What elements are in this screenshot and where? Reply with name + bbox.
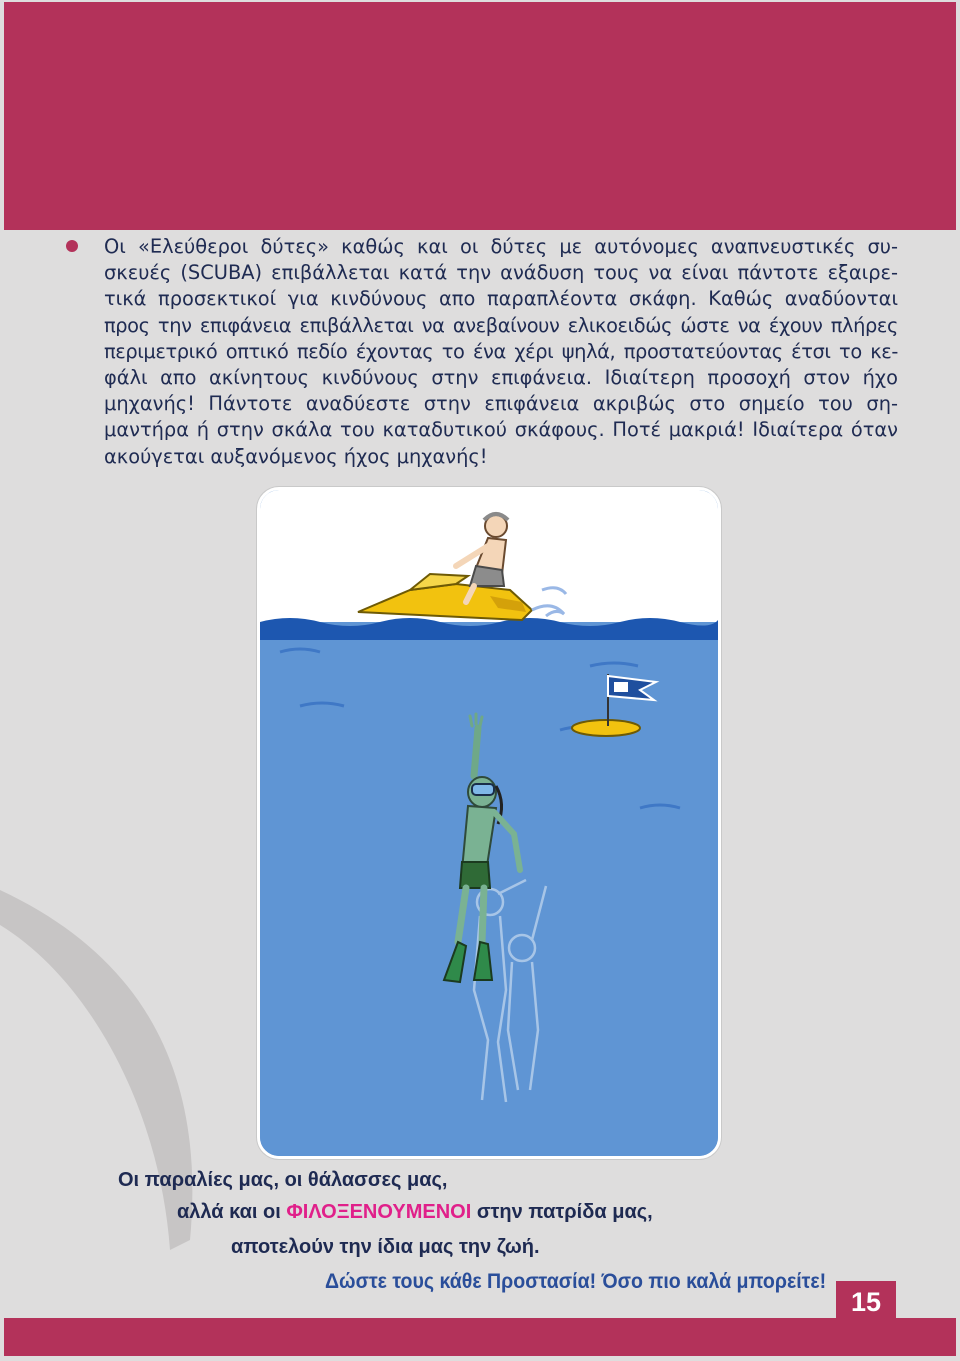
body-line: περιμετρικό οπτικό πεδίο έχοντας το ένα χέρι ψηλά, προστατεύοντας έτσι το κε- (104, 339, 898, 363)
slogan-line-2-suffix: στην πατρίδα μας, (471, 1201, 653, 1223)
body-paragraph (104, 234, 898, 470)
page-number: 15 (836, 1281, 896, 1323)
body-line: προς την επιφάνεια επιβάλλεται να ανεβαίνουν ελικοειδώς ώστε να έχουν πλήρες (104, 313, 898, 337)
diver-surfacing-illustration (257, 487, 721, 1159)
body-line: μηχανής! Πάντοτε αναδύεστε στην επιφάνεια ακριβώς στο σημείο του ση- (104, 392, 898, 416)
body-line: Οι «Ελεύθεροι δύτες» καθώς και οι δύτες με αυτόνομες αναπνευστικές συ- (104, 235, 898, 258)
body-line: φάλι απο ακίνητους κινδύνους στην επιφάνεια. Ιδιαίτερη προσοχή στον ήχο (104, 366, 898, 390)
body-line: σκευές (SCUBA) επιβάλλεται κατά την ανάδυση τους να είναι πάντοτε εξαιρε- (104, 261, 898, 285)
slogan-accent-word: ΦΙΛΟΞΕΝΟΥΜΕΝΟΙ (286, 1201, 472, 1223)
slogan-line-3: αποτελούν την ίδια μας την ζωή. (231, 1236, 540, 1258)
slogan-line-4: Δώστε τους κάθε Προστασία! Όσο πιο καλά μπορείτε! (325, 1270, 827, 1293)
body-line: μαντήρα ή στην σκάλα του καταδυτικού σκάφους. Ποτέ μακριά! Ιδιαίτερα όταν (104, 418, 898, 442)
bullet-dot (66, 240, 78, 252)
illustration-canvas (260, 490, 718, 1156)
bottom-color-band (4, 1318, 956, 1356)
slogan-line-2-prefix: αλλά και οι (177, 1201, 287, 1223)
body-line: τικά προσεκτικοί για κινδύνους απο παραπλέοντα σκάφη. Καθώς αναδύονται (104, 287, 898, 311)
swoosh-curve (0, 890, 192, 1250)
slogan-line-1: Οι παραλίες μας, οι θάλασσες μας, (118, 1169, 448, 1191)
slogan-line-2 (177, 1200, 653, 1224)
body-line: ακούγεται αυξανόμενος ήχος μηχανής! (104, 444, 488, 468)
